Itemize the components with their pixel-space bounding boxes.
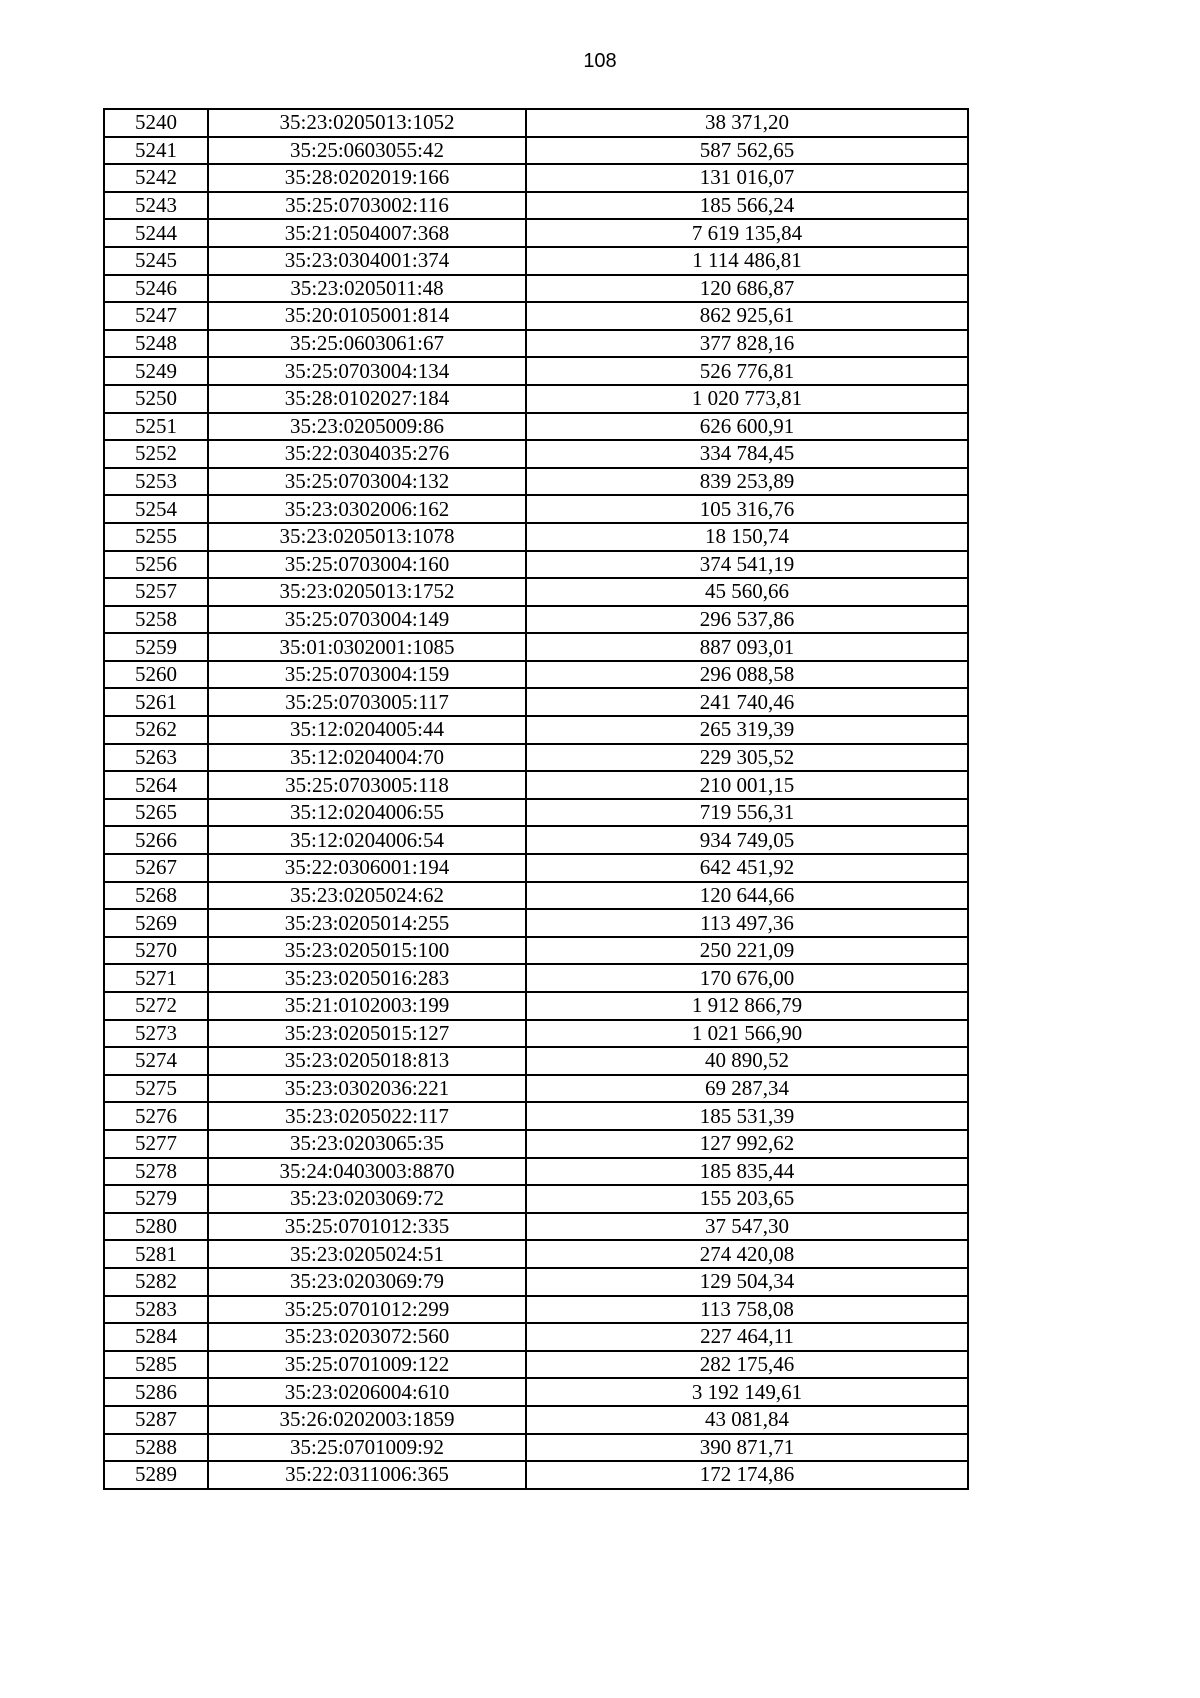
row-number-cell: 5273 — [104, 1020, 208, 1048]
table-row — [104, 633, 968, 661]
cadastral-number-cell: 35:12:0204005:44 — [208, 716, 526, 744]
table-row — [104, 937, 968, 965]
cadastral-number-cell: 35:23:0205013:1752 — [208, 578, 526, 606]
cadastral-number-cell: 35:25:0703004:134 — [208, 357, 526, 385]
cadastral-number-cell: 35:25:0701012:299 — [208, 1296, 526, 1324]
cadastral-value-cell: 43 081,84 — [526, 1406, 968, 1434]
cadastral-number-cell: 35:23:0206004:610 — [208, 1378, 526, 1406]
table-row — [104, 1020, 968, 1048]
cadastral-value-cell: 185 531,39 — [526, 1102, 968, 1130]
table-row — [104, 964, 968, 992]
cadastral-value-cell: 227 464,11 — [526, 1323, 968, 1351]
table-row — [104, 164, 968, 192]
cadastral-value-cell: 334 784,45 — [526, 440, 968, 468]
cadastral-value-cell: 170 676,00 — [526, 964, 968, 992]
cadastral-number-cell: 35:23:0205018:813 — [208, 1047, 526, 1075]
row-number-cell: 5274 — [104, 1047, 208, 1075]
cadastral-number-cell: 35:20:0105001:814 — [208, 302, 526, 330]
cadastral-number-cell: 35:28:0202019:166 — [208, 164, 526, 192]
cadastral-number-cell: 35:25:0701009:92 — [208, 1434, 526, 1462]
cadastral-value-cell: 862 925,61 — [526, 302, 968, 330]
row-number-cell: 5267 — [104, 854, 208, 882]
cadastral-number-cell: 35:23:0203069:79 — [208, 1268, 526, 1296]
cadastral-value-cell: 37 547,30 — [526, 1213, 968, 1241]
cadastral-value-cell: 374 541,19 — [526, 551, 968, 579]
cadastral-value-cell: 40 890,52 — [526, 1047, 968, 1075]
cadastral-value-cell: 719 556,31 — [526, 799, 968, 827]
row-number-cell: 5289 — [104, 1461, 208, 1489]
cadastral-value-cell: 1 114 486,81 — [526, 247, 968, 275]
cadastral-number-cell: 35:25:0703004:160 — [208, 551, 526, 579]
table-row — [104, 495, 968, 523]
table-row — [104, 992, 968, 1020]
cadastral-number-cell: 35:23:0203072:560 — [208, 1323, 526, 1351]
row-number-cell: 5271 — [104, 964, 208, 992]
cadastral-number-cell: 35:25:0703005:118 — [208, 771, 526, 799]
cadastral-number-cell: 35:23:0302036:221 — [208, 1075, 526, 1103]
table-row — [104, 247, 968, 275]
cadastral-value-cell: 587 562,65 — [526, 137, 968, 165]
cadastral-value-cell: 887 093,01 — [526, 633, 968, 661]
cadastral-number-cell: 35:01:0302001:1085 — [208, 633, 526, 661]
table-body — [104, 109, 968, 1489]
cadastral-number-cell: 35:23:0205015:100 — [208, 937, 526, 965]
row-number-cell: 5266 — [104, 826, 208, 854]
table-row — [104, 1351, 968, 1379]
row-number-cell: 5252 — [104, 440, 208, 468]
table-row — [104, 1130, 968, 1158]
row-number-cell: 5254 — [104, 495, 208, 523]
row-number-cell: 5286 — [104, 1378, 208, 1406]
cadastral-number-cell: 35:21:0504007:368 — [208, 219, 526, 247]
row-number-cell: 5276 — [104, 1102, 208, 1130]
row-number-cell: 5287 — [104, 1406, 208, 1434]
cadastral-number-cell: 35:12:0204006:54 — [208, 826, 526, 854]
cadastral-value-cell: 839 253,89 — [526, 468, 968, 496]
table-row — [104, 744, 968, 772]
table-row — [104, 1158, 968, 1186]
table-row — [104, 1240, 968, 1268]
table-row — [104, 440, 968, 468]
table-row — [104, 523, 968, 551]
cadastral-value-cell: 642 451,92 — [526, 854, 968, 882]
cadastral-value-cell: 45 560,66 — [526, 578, 968, 606]
row-number-cell: 5264 — [104, 771, 208, 799]
row-number-cell: 5259 — [104, 633, 208, 661]
table-row — [104, 1434, 968, 1462]
table-row — [104, 219, 968, 247]
cadastral-value-table — [103, 108, 969, 1490]
cadastral-value-cell: 7 619 135,84 — [526, 219, 968, 247]
cadastral-number-cell: 35:23:0203069:72 — [208, 1185, 526, 1213]
row-number-cell: 5265 — [104, 799, 208, 827]
row-number-cell: 5243 — [104, 192, 208, 220]
cadastral-number-cell: 35:25:0703004:149 — [208, 606, 526, 634]
row-number-cell: 5247 — [104, 302, 208, 330]
table-row — [104, 1323, 968, 1351]
row-number-cell: 5277 — [104, 1130, 208, 1158]
row-number-cell: 5263 — [104, 744, 208, 772]
table-row — [104, 661, 968, 689]
cadastral-value-cell: 120 644,66 — [526, 882, 968, 910]
cadastral-value-cell: 38 371,20 — [526, 109, 968, 137]
table-row — [104, 882, 968, 910]
cadastral-number-cell: 35:22:0306001:194 — [208, 854, 526, 882]
cadastral-number-cell: 35:12:0204006:55 — [208, 799, 526, 827]
row-number-cell: 5248 — [104, 330, 208, 358]
table-row — [104, 413, 968, 441]
row-number-cell: 5251 — [104, 413, 208, 441]
table-row — [104, 826, 968, 854]
table-row — [104, 716, 968, 744]
cadastral-number-cell: 35:28:0102027:184 — [208, 385, 526, 413]
row-number-cell: 5242 — [104, 164, 208, 192]
table-row — [104, 109, 968, 137]
cadastral-value-cell: 120 686,87 — [526, 275, 968, 303]
cadastral-value-cell: 3 192 149,61 — [526, 1378, 968, 1406]
table-row — [104, 1268, 968, 1296]
cadastral-value-cell: 526 776,81 — [526, 357, 968, 385]
cadastral-number-cell: 35:23:0205014:255 — [208, 909, 526, 937]
cadastral-number-cell: 35:23:0205024:51 — [208, 1240, 526, 1268]
cadastral-number-cell: 35:21:0102003:199 — [208, 992, 526, 1020]
cadastral-number-cell: 35:23:0304001:374 — [208, 247, 526, 275]
cadastral-value-cell: 105 316,76 — [526, 495, 968, 523]
cadastral-number-cell: 35:25:0703002:116 — [208, 192, 526, 220]
cadastral-number-cell: 35:23:0302006:162 — [208, 495, 526, 523]
cadastral-number-cell: 35:23:0205013:1078 — [208, 523, 526, 551]
row-number-cell: 5272 — [104, 992, 208, 1020]
cadastral-value-cell: 377 828,16 — [526, 330, 968, 358]
table-row — [104, 468, 968, 496]
row-number-cell: 5269 — [104, 909, 208, 937]
row-number-cell: 5249 — [104, 357, 208, 385]
row-number-cell: 5281 — [104, 1240, 208, 1268]
cadastral-value-cell: 265 319,39 — [526, 716, 968, 744]
cadastral-number-cell: 35:23:0205022:117 — [208, 1102, 526, 1130]
table-row — [104, 1213, 968, 1241]
cadastral-value-cell: 210 001,15 — [526, 771, 968, 799]
table-row — [104, 1075, 968, 1103]
cadastral-number-cell: 35:12:0204004:70 — [208, 744, 526, 772]
table-row — [104, 1406, 968, 1434]
cadastral-number-cell: 35:25:0603055:42 — [208, 137, 526, 165]
row-number-cell: 5282 — [104, 1268, 208, 1296]
cadastral-value-cell: 185 835,44 — [526, 1158, 968, 1186]
row-number-cell: 5260 — [104, 661, 208, 689]
cadastral-number-cell: 35:23:0205011:48 — [208, 275, 526, 303]
table-row — [104, 192, 968, 220]
row-number-cell: 5257 — [104, 578, 208, 606]
cadastral-value-cell: 185 566,24 — [526, 192, 968, 220]
cadastral-value-cell: 390 871,71 — [526, 1434, 968, 1462]
table-row — [104, 578, 968, 606]
cadastral-value-cell: 1 020 773,81 — [526, 385, 968, 413]
row-number-cell: 5255 — [104, 523, 208, 551]
table-row — [104, 357, 968, 385]
cadastral-number-cell: 35:25:0703005:117 — [208, 688, 526, 716]
cadastral-number-cell: 35:23:0205024:62 — [208, 882, 526, 910]
table-row — [104, 799, 968, 827]
row-number-cell: 5241 — [104, 137, 208, 165]
row-number-cell: 5280 — [104, 1213, 208, 1241]
row-number-cell: 5284 — [104, 1323, 208, 1351]
row-number-cell: 5240 — [104, 109, 208, 137]
table-row — [104, 606, 968, 634]
page-number: 108 — [583, 50, 617, 72]
cadastral-value-cell: 129 504,34 — [526, 1268, 968, 1296]
cadastral-value-cell: 626 600,91 — [526, 413, 968, 441]
cadastral-value-cell: 274 420,08 — [526, 1240, 968, 1268]
row-number-cell: 5270 — [104, 937, 208, 965]
cadastral-value-cell: 229 305,52 — [526, 744, 968, 772]
cadastral-number-cell: 35:26:0202003:1859 — [208, 1406, 526, 1434]
table-row — [104, 688, 968, 716]
table-row — [104, 1296, 968, 1324]
cadastral-value-cell: 69 287,34 — [526, 1075, 968, 1103]
cadastral-value-cell: 113 758,08 — [526, 1296, 968, 1324]
table-row — [104, 275, 968, 303]
row-number-cell: 5253 — [104, 468, 208, 496]
table-row — [104, 771, 968, 799]
cadastral-number-cell: 35:23:0205013:1052 — [208, 109, 526, 137]
row-number-cell: 5262 — [104, 716, 208, 744]
row-number-cell: 5258 — [104, 606, 208, 634]
row-number-cell: 5256 — [104, 551, 208, 579]
row-number-cell: 5279 — [104, 1185, 208, 1213]
cadastral-number-cell: 35:23:0205015:127 — [208, 1020, 526, 1048]
cadastral-value-cell: 241 740,46 — [526, 688, 968, 716]
row-number-cell: 5283 — [104, 1296, 208, 1324]
row-number-cell: 5278 — [104, 1158, 208, 1186]
cadastral-value-cell: 113 497,36 — [526, 909, 968, 937]
table-row — [104, 551, 968, 579]
cadastral-value-cell: 250 221,09 — [526, 937, 968, 965]
row-number-cell: 5275 — [104, 1075, 208, 1103]
cadastral-number-cell: 35:22:0311006:365 — [208, 1461, 526, 1489]
row-number-cell: 5288 — [104, 1434, 208, 1462]
cadastral-number-cell: 35:25:0701012:335 — [208, 1213, 526, 1241]
table-row — [104, 1102, 968, 1130]
cadastral-value-cell: 131 016,07 — [526, 164, 968, 192]
cadastral-value-cell: 934 749,05 — [526, 826, 968, 854]
cadastral-number-cell: 35:23:0205016:283 — [208, 964, 526, 992]
cadastral-value-cell: 18 150,74 — [526, 523, 968, 551]
row-number-cell: 5261 — [104, 688, 208, 716]
cadastral-number-cell: 35:25:0703004:132 — [208, 468, 526, 496]
cadastral-value-cell: 127 992,62 — [526, 1130, 968, 1158]
table-row — [104, 385, 968, 413]
cadastral-number-cell: 35:23:0205009:86 — [208, 413, 526, 441]
table-row — [104, 330, 968, 358]
cadastral-number-cell: 35:24:0403003:8870 — [208, 1158, 526, 1186]
cadastral-value-cell: 282 175,46 — [526, 1351, 968, 1379]
table-row — [104, 302, 968, 330]
table-row — [104, 137, 968, 165]
cadastral-value-cell: 172 174,86 — [526, 1461, 968, 1489]
table-row — [104, 854, 968, 882]
row-number-cell: 5245 — [104, 247, 208, 275]
cadastral-number-cell: 35:22:0304035:276 — [208, 440, 526, 468]
cadastral-value-cell: 296 537,86 — [526, 606, 968, 634]
row-number-cell: 5246 — [104, 275, 208, 303]
cadastral-value-cell: 1 021 566,90 — [526, 1020, 968, 1048]
table-row — [104, 1047, 968, 1075]
row-number-cell: 5250 — [104, 385, 208, 413]
table-row — [104, 1378, 968, 1406]
row-number-cell: 5285 — [104, 1351, 208, 1379]
row-number-cell: 5268 — [104, 882, 208, 910]
table-row — [104, 1461, 968, 1489]
cadastral-value-cell: 296 088,58 — [526, 661, 968, 689]
cadastral-number-cell: 35:25:0701009:122 — [208, 1351, 526, 1379]
table-row — [104, 909, 968, 937]
cadastral-value-cell: 1 912 866,79 — [526, 992, 968, 1020]
cadastral-value-cell: 155 203,65 — [526, 1185, 968, 1213]
row-number-cell: 5244 — [104, 219, 208, 247]
cadastral-number-cell: 35:25:0703004:159 — [208, 661, 526, 689]
table-row — [104, 1185, 968, 1213]
cadastral-number-cell: 35:23:0203065:35 — [208, 1130, 526, 1158]
cadastral-number-cell: 35:25:0603061:67 — [208, 330, 526, 358]
